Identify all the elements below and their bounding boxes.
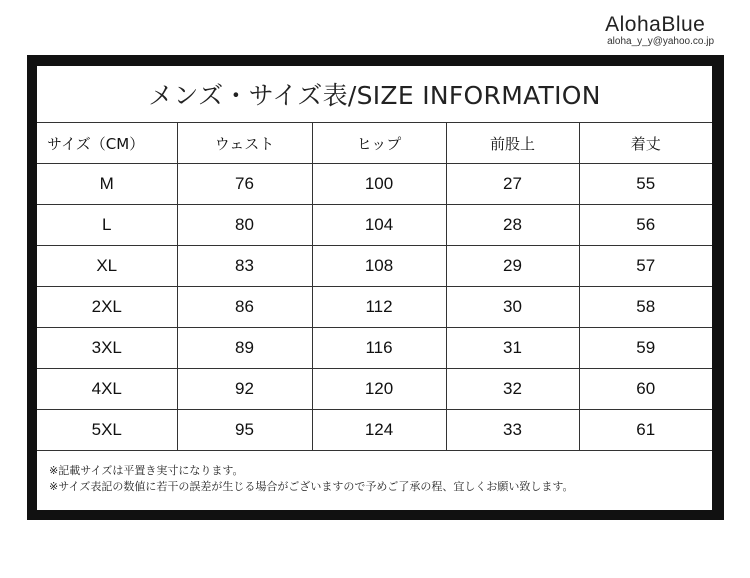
cell-size: XL — [37, 246, 177, 287]
header-size: サイズ（CM） — [37, 123, 177, 164]
table-header-row — [37, 123, 712, 164]
notes — [49, 463, 573, 495]
cell-size: 4XL — [37, 369, 177, 410]
cell-front-rise: 32 — [446, 369, 579, 410]
chart-title: メンズ・サイズ表/SIZE INFORMATION — [148, 81, 601, 110]
cell-waist: 80 — [177, 205, 312, 246]
cell-front-rise: 27 — [446, 164, 579, 205]
cell-hip: 120 — [312, 369, 446, 410]
table-row — [37, 410, 712, 451]
cell-length: 60 — [579, 369, 712, 410]
table-row — [37, 328, 712, 369]
cell-size: M — [37, 164, 177, 205]
brand-logo — [605, 14, 714, 48]
cell-length: 57 — [579, 246, 712, 287]
cell-size: L — [37, 205, 177, 246]
table-row — [37, 369, 712, 410]
cell-length: 61 — [579, 410, 712, 451]
cell-hip: 108 — [312, 246, 446, 287]
cell-hip: 104 — [312, 205, 446, 246]
size-table — [37, 122, 712, 451]
cell-length: 55 — [579, 164, 712, 205]
brand-name: AlohaBlue — [605, 13, 706, 36]
cell-waist: 92 — [177, 369, 312, 410]
cell-size: 3XL — [37, 328, 177, 369]
header-hip: ヒップ — [312, 123, 446, 164]
cell-front-rise: 33 — [446, 410, 579, 451]
cell-hip: 116 — [312, 328, 446, 369]
table-row — [37, 164, 712, 205]
note-line: ※記載サイズは平置き実寸になります。 — [49, 464, 244, 477]
table-row — [37, 205, 712, 246]
cell-waist: 76 — [177, 164, 312, 205]
cell-hip: 124 — [312, 410, 446, 451]
cell-length: 56 — [579, 205, 712, 246]
cell-front-rise: 29 — [446, 246, 579, 287]
cell-waist: 86 — [177, 287, 312, 328]
cell-size: 5XL — [37, 410, 177, 451]
header-front-rise: 前股上 — [446, 123, 579, 164]
cell-waist: 95 — [177, 410, 312, 451]
table-row — [37, 287, 712, 328]
cell-waist: 83 — [177, 246, 312, 287]
cell-length: 58 — [579, 287, 712, 328]
cell-front-rise: 30 — [446, 287, 579, 328]
brand-email: aloha_y_y@yahoo.co.jp — [607, 36, 714, 47]
note-line: ※サイズ表記の数値に若干の誤差が生じる場合がございますので予めご了承の程、宜しくお願い致します。 — [49, 480, 574, 493]
size-chart-frame — [27, 55, 724, 520]
cell-size: 2XL — [37, 287, 177, 328]
cell-length: 59 — [579, 328, 712, 369]
cell-waist: 89 — [177, 328, 312, 369]
table-row — [37, 246, 712, 287]
table-body — [37, 164, 712, 451]
header-waist: ウェスト — [177, 123, 312, 164]
cell-hip: 112 — [312, 287, 446, 328]
cell-front-rise: 28 — [446, 205, 579, 246]
cell-front-rise: 31 — [446, 328, 579, 369]
cell-hip: 100 — [312, 164, 446, 205]
header-length: 着丈 — [579, 123, 712, 164]
